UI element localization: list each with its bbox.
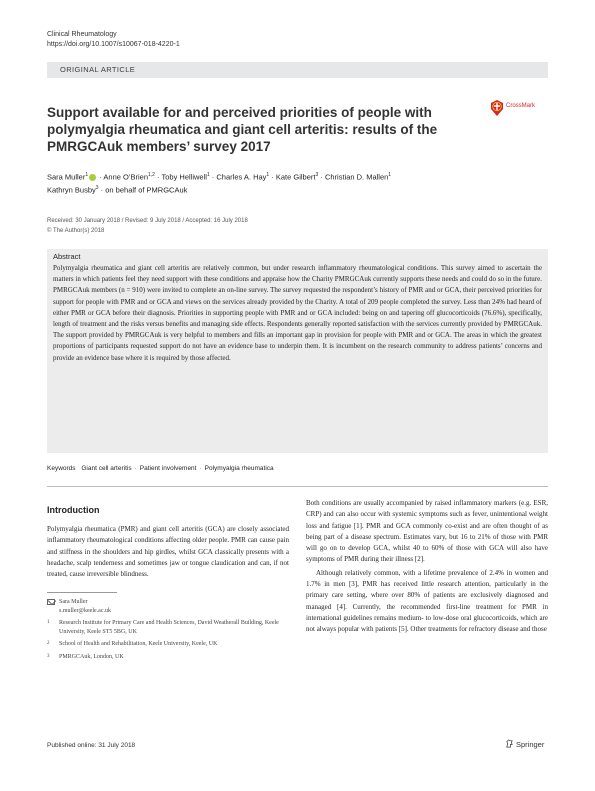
crossmark-label: CrossMark: [506, 103, 536, 109]
keyword[interactable]: Polymyalgia rheumatica: [204, 465, 274, 472]
introduction-heading: Introduction: [47, 505, 100, 515]
published-date: Published online: 31 July 2018: [47, 742, 136, 749]
author-name[interactable]: Toby Helliwell: [161, 172, 207, 182]
author-affiliation-mark: 3: [315, 172, 319, 178]
author-name[interactable]: Anne O’Brien: [103, 172, 149, 182]
footnote-divider: [47, 592, 117, 593]
publisher-name: Springer: [516, 740, 545, 749]
keywords-label: Keywords: [47, 465, 76, 472]
keyword[interactable]: Patient involvement: [139, 465, 197, 472]
crossmark-icon: [490, 99, 504, 117]
author-name[interactable]: Kate Gilbert: [275, 172, 316, 182]
author-affiliation-mark: 1: [266, 172, 270, 178]
envelope-icon: [47, 599, 55, 605]
history-dates: Received: 30 January 2018 / Revised: 9 July 2018 / Accepted: 16 July 2018: [47, 218, 248, 224]
section-divider: [47, 486, 548, 487]
affiliation-text: Research Institute for Primary Care and Health Sciences, David Weatherall Building, Keele University, Keele ST5 5BG, UK: [59, 620, 279, 635]
affiliation-mark: 1: [47, 620, 50, 626]
publisher-logo: [505, 739, 544, 749]
author-affiliation-mark: 1: [85, 172, 89, 178]
abstract-text: Polymyalgia rheumatica and giant cell arteritis are relatively common, but under research inflammatory rheumatological conditions. This survey aimed to ascertain the matters in which patients feel they need support with these conditions and appraise how the Charity PMRGCAuk currently supports these needs and could do so in the future. PMRGCAuk members (n = 910) were invited to complete an on-line survey. The survey requested the respondent’s history of PMR and or GCA, their perceived priorities for support for people with PMR and or GCA and views on the services already provided by the Charity. A total of 209 people completed the survey. Less than 24% had heard of either PMR or GCA before their diagnosis. Priorities in supporting people with PMR and or GCA included: being on and tapering off glucocorticoids (76.6%), specifically, length of treatment and the risks versus benefits and managing side effects. Respondents generally reported satisfaction with the services currently provided by PMRGCAuk. The support provided by PMRGCAuk is very helpful to members and fills an important gap in provision for people with PMR and or GCA. The areas in which the greatest proportions of participants requested support do not have an evidence base to underpin them. It is incumbent on the research community to address patients’ concerns and provide an evidence base where it is required by those affected.: [53, 264, 542, 362]
correspondence: [47, 598, 289, 615]
affiliation-mark: 3: [47, 653, 50, 659]
introduction-left-paragraph: Polymyalgia rheumatica (PMR) and giant cell arteritis (GCA) are closely associated inflammatory rheumatological conditions affecting older people. PMR can cause pain and stiffness in the shoulders and hip girdles, whilst GCA classically presents with a headache, scalp tenderness and sometimes jaw or tongue claudication and can, if not treated, cause irreversible blindness.: [47, 525, 289, 579]
author-name[interactable]: Kathryn Busby: [47, 185, 96, 194]
article-title: Support available for and perceived priorities of people with polymyalgia rheumatica and giant cell arteritis: results of the PMRGCAuk members’ survey 2017: [47, 105, 438, 154]
article-type-bar: [47, 62, 548, 78]
affiliation-text: School of Health and Rehabilitation, Keele University, Keele, UK: [59, 641, 218, 648]
abstract-box: [47, 249, 548, 453]
corresponding-author: Sara Muller: [59, 599, 88, 605]
author-affiliation-mark: 1: [206, 172, 210, 178]
author-list: [47, 170, 527, 195]
introduction-paragraph: Although relatively common, with a lifetime prevalence of 2.4% in women and 1.7% in men [3], PMR has received little research attention, particularly in the primary care setting, where over 80% of patients are exclusively diagnosed and managed [4]. Currently, the recommended first-line treatment for PMR in international guidelines remains medium- to low-dose oral glucocorticoids, which are not always popular with patients [5]. Other treatments for refractory disease and those: [306, 568, 548, 634]
author-affiliation-mark: 1: [388, 172, 392, 178]
author-line: Sara Muller$^1$ · Anne O’Brien$^{1,2}$ · Toby Helliwell$^1$ · Charles A. Hay$^1$ · Kate Gilbert$^3$ · Christian D. Mallen$^1$: [47, 172, 392, 182]
article-type: ORIGINAL ARTICLE: [60, 65, 136, 74]
copyright: © The Author(s) 2018: [47, 228, 105, 234]
introduction-paragraph: Both conditions are usually accompanied by raised inflammatory markers (e.g. ESR, CRP) and can also occur with systemic symptoms such as fever, unintentional weight loss and fatigue [1]. PMR and GCA commonly co-exist and are often thought of as being part of a disease spectrum. Estimates vary, but 16 to 21% of those with PMR will go on to develop GCA, whilst 40 to 60% of those with GCA will also have symptoms of PMR during their illness [2].: [306, 499, 548, 564]
doi-link[interactable]: https://doi.org/10.1007/s10067-018-4220-1: [47, 41, 180, 48]
crossmark-button[interactable]: [490, 99, 552, 125]
author-name[interactable]: Christian D. Mallen: [324, 172, 389, 182]
affiliation: [47, 653, 289, 662]
affiliation-mark: 2: [47, 641, 50, 647]
author-line: Kathryn Busby$^3$ · on behalf of PMRGCAuk: [47, 184, 188, 194]
journal-name: Clinical Rheumatology: [47, 31, 117, 38]
affiliation: [47, 619, 289, 636]
author-name[interactable]: Charles A. Hay: [216, 172, 267, 182]
group-author: on behalf of PMRGCAuk: [105, 185, 188, 194]
author-affiliation-mark: 1,2: [148, 172, 155, 178]
article-dates: [47, 216, 248, 236]
orcid-icon[interactable]: [89, 174, 96, 181]
author-name[interactable]: Sara Muller: [47, 172, 86, 182]
right-column: [306, 498, 548, 636]
journal-header: [47, 30, 180, 50]
keyword[interactable]: Giant cell arteritis: [81, 465, 132, 472]
springer-horse-icon: [505, 739, 514, 748]
author-affiliation-mark: 3: [95, 184, 99, 191]
corresponding-email[interactable]: s.muller@keele.ac.uk: [59, 607, 112, 614]
abstract-heading: Abstract: [53, 252, 81, 261]
keywords: Keywords Giant cell arteritis · Patient involvement · Polymyalgia rheumatica: [47, 465, 274, 472]
footnotes: [47, 598, 289, 666]
affiliation: [47, 640, 289, 649]
affiliation-text: PMRGCAuk, London, UK: [59, 653, 124, 660]
